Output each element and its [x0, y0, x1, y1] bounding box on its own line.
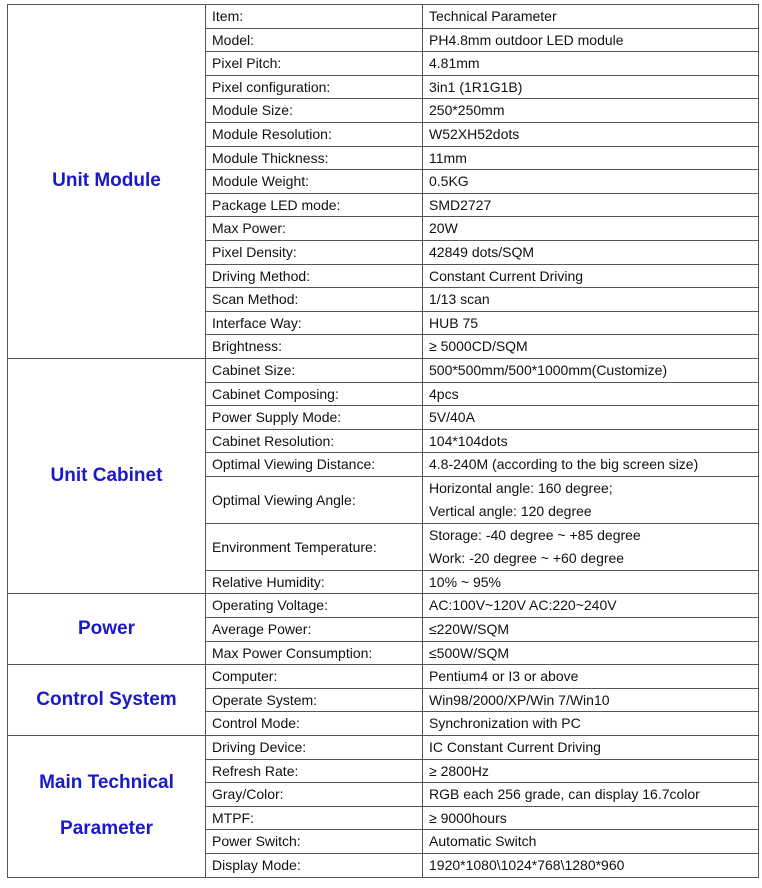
parameter-label: Scan Method:: [206, 288, 423, 312]
parameter-label: Gray/Color:: [206, 783, 423, 807]
parameter-label: Module Resolution:: [206, 122, 423, 146]
parameter-label: Brightness:: [206, 335, 423, 359]
parameter-value: 1920*1080\1024*768\1280*960: [423, 854, 759, 878]
parameter-value: 0.5KG: [423, 170, 759, 194]
parameter-label: Package LED mode:: [206, 193, 423, 217]
parameter-value: Automatic Switch: [423, 830, 759, 854]
section-power: Power: [8, 594, 206, 665]
parameter-value: 1/13 scan: [423, 288, 759, 312]
parameter-label: Cabinet Composing:: [206, 382, 423, 406]
parameter-label: Power Supply Mode:: [206, 406, 423, 430]
section-unit-cabinet: Unit Cabinet: [8, 358, 206, 594]
parameter-value: Pentium4 or I3 or above: [423, 665, 759, 689]
parameter-label: Relative Humidity:: [206, 570, 423, 594]
parameter-label: Display Mode:: [206, 854, 423, 878]
parameter-label: Cabinet Resolution:: [206, 429, 423, 453]
parameter-value: W52XH52dots: [423, 122, 759, 146]
parameter-label: Environment Temperature:: [206, 523, 423, 570]
parameter-label: Module Size:: [206, 99, 423, 123]
parameter-value: Technical Parameter: [423, 5, 759, 29]
parameter-value: 250*250mm: [423, 99, 759, 123]
table-row: [8, 594, 759, 618]
parameter-value: 20W: [423, 217, 759, 241]
parameter-value: Constant Current Driving: [423, 264, 759, 288]
parameter-label: Pixel Density:: [206, 240, 423, 264]
parameter-value: ≤220W/SQM: [423, 618, 759, 642]
parameter-label: Cabinet Size:: [206, 358, 423, 382]
parameter-value: 11mm: [423, 146, 759, 170]
parameter-label: Module Thickness:: [206, 146, 423, 170]
parameter-label: Max Power Consumption:: [206, 641, 423, 665]
parameter-value-line: Horizontal angle: 160 degree;: [429, 479, 613, 496]
parameter-value: ≥ 5000CD/SQM: [423, 335, 759, 359]
parameter-label: Item:: [206, 5, 423, 29]
table-row: [8, 736, 759, 760]
parameter-label: Computer:: [206, 665, 423, 689]
spec-table-body: [8, 5, 759, 878]
parameter-label: Refresh Rate:: [206, 759, 423, 783]
parameter-value: SMD2727: [423, 193, 759, 217]
parameter-value-line: Work: -20 degree ~ +60 degree: [429, 549, 625, 566]
spec-table: [7, 4, 759, 878]
section-main-technical: Main Technical Parameter: [8, 736, 206, 878]
parameter-label: Max Power:: [206, 217, 423, 241]
parameter-label: Optimal Viewing Distance:: [206, 453, 423, 477]
parameter-value: 4pcs: [423, 382, 759, 406]
parameter-label: Pixel Pitch:: [206, 52, 423, 76]
parameter-value: [423, 523, 759, 570]
parameter-value: 3in1 (1R1G1B): [423, 75, 759, 99]
parameter-label: Control Mode:: [206, 712, 423, 736]
parameter-value-line: Vertical angle: 120 degree: [429, 502, 592, 519]
parameter-value: RGB each 256 grade, can display 16.7color: [423, 783, 759, 807]
parameter-label: Average Power:: [206, 618, 423, 642]
parameter-label: Driving Method:: [206, 264, 423, 288]
parameter-label: MTPF:: [206, 806, 423, 830]
parameter-value: AC:100V~120V AC:220~240V: [423, 594, 759, 618]
table-row: [8, 5, 759, 29]
parameter-value: 42849 dots/SQM: [423, 240, 759, 264]
parameter-value: 5V/40A: [423, 406, 759, 430]
parameter-label: Model:: [206, 28, 423, 52]
parameter-label: Module Weight:: [206, 170, 423, 194]
table-row: [8, 665, 759, 689]
parameter-label: Operating Voltage:: [206, 594, 423, 618]
parameter-label: Driving Device:: [206, 736, 423, 760]
parameter-value: 500*500mm/500*1000mm(Customize): [423, 358, 759, 382]
parameter-value: [423, 476, 759, 523]
parameter-value: 4.81mm: [423, 52, 759, 76]
section-control-system: Control System: [8, 665, 206, 736]
parameter-value: ≥ 2800Hz: [423, 759, 759, 783]
parameter-value: ≥ 9000hours: [423, 806, 759, 830]
parameter-value: Win98/2000/XP/Win 7/Win10: [423, 688, 759, 712]
section-unit-module: Unit Module: [8, 5, 206, 359]
parameter-label: Pixel configuration:: [206, 75, 423, 99]
parameter-value: IC Constant Current Driving: [423, 736, 759, 760]
parameter-value: ≤500W/SQM: [423, 641, 759, 665]
parameter-value: PH4.8mm outdoor LED module: [423, 28, 759, 52]
parameter-label: Operate System:: [206, 688, 423, 712]
parameter-value: Synchronization with PC: [423, 712, 759, 736]
parameter-value: 10% ~ 95%: [423, 570, 759, 594]
parameter-value-line: Storage: -40 degree ~ +85 degree: [429, 526, 641, 543]
parameter-label: Optimal Viewing Angle:: [206, 476, 423, 523]
parameter-value: 4.8-240M (according to the big screen size): [423, 453, 759, 477]
table-row: [8, 358, 759, 382]
parameter-value: HUB 75: [423, 311, 759, 335]
parameter-value: 104*104dots: [423, 429, 759, 453]
parameter-label: Interface Way:: [206, 311, 423, 335]
parameter-label: Power Switch:: [206, 830, 423, 854]
